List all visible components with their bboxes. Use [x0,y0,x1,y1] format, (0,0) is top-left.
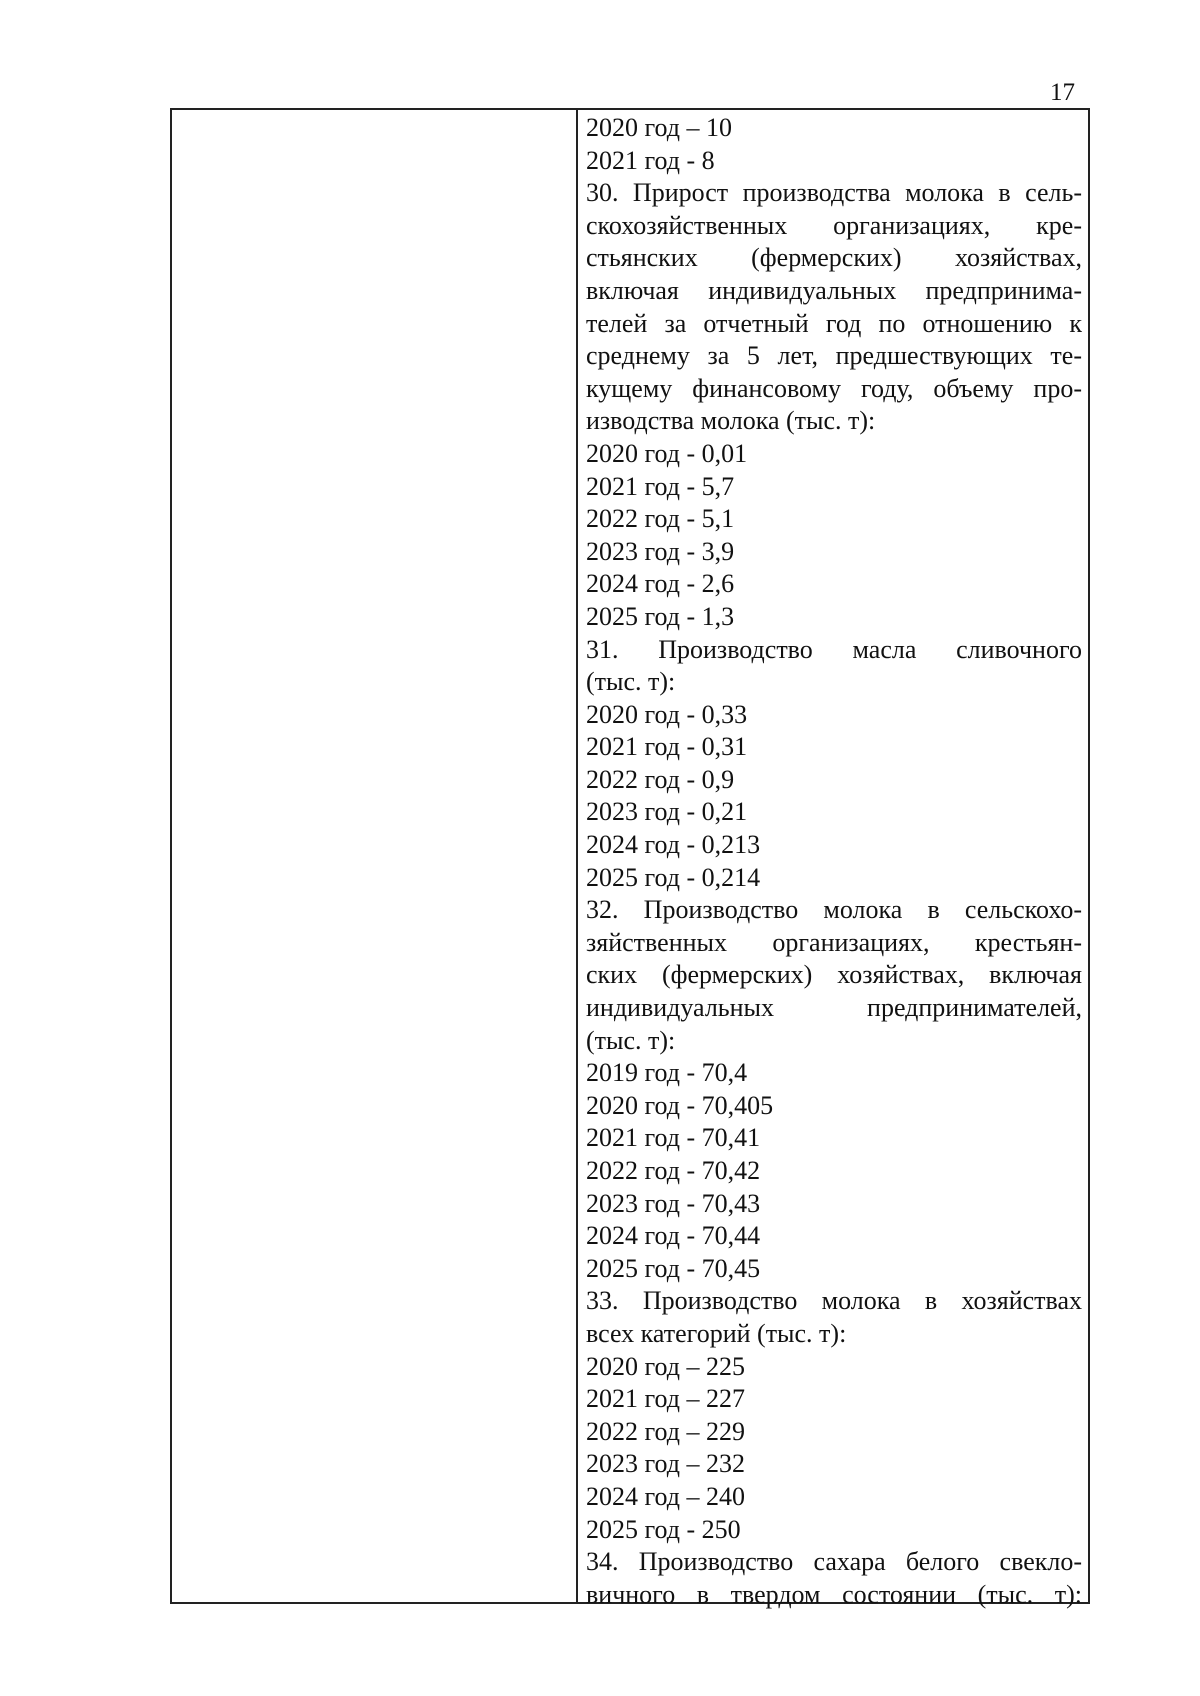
indicator-title-line: (тыс. т): [586,667,676,697]
indicator-title [586,634,1082,699]
indicator-title-line: 34. Производство сахара белого свекло- [586,1547,1082,1577]
indicator-title-line: изводства молока (тыс. т): [586,406,876,436]
indicator-title [586,1546,1082,1611]
indicator-title-line: включая индивидуальных предпринима- [586,275,1082,305]
indicator-value-line: 2021 год – 227 [586,1384,745,1414]
indicator-value-line: 2024 год - 2,6 [586,569,735,599]
indicator-value-line: 2023 год - 70,43 [586,1188,761,1218]
page-number: 17 [1050,79,1075,106]
indicator-value-line: 2023 год - 0,21 [586,797,748,827]
indicator-title-line: 30. Прирост производства молока в сель- [586,178,1082,208]
indicator-value-line: 2025 год - 70,45 [586,1253,761,1283]
indicator-title-line: стьянских (фермерских) хозяйствах, [586,243,1082,273]
indicator-title-line: зяйственных организациях, крестьян- [586,927,1082,957]
indicator-title-line: среднему за 5 лет, предшествующих те- [586,341,1082,371]
indicator-value-line: 2021 год - 0,31 [586,732,748,762]
indicator-title-line: всех категорий (тыс. т): [586,1318,847,1348]
indicator-title-line: 32. Производство молока в сельскохо- [586,895,1082,925]
indicator-title-line: 33. Производство молока в хозяйствах [586,1286,1082,1316]
indicator-value-line: 2024 год - 70,44 [586,1221,761,1251]
indicator-title-line: телей за отчетный год по отношению к [586,308,1082,338]
indicator-value-line: 2020 год - 0,33 [586,699,748,729]
indicator-value-line: 2025 год - 1,3 [586,601,735,631]
indicators-table [170,108,1090,1609]
indicator-value-line: 2023 год - 3,9 [586,536,735,566]
indicator-value-line: 2024 год – 240 [586,1481,745,1511]
indicator-title [586,1285,1082,1350]
table-left-column [172,110,578,1602]
indicator-value-line: 2020 год - 70,405 [586,1090,774,1120]
indicator-value-line: 2020 год – 10 [586,113,732,142]
indicator-value-line: 2022 год - 0,9 [586,764,735,794]
indicator-value-line: 2020 год - 0,01 [586,438,748,468]
indicator-title-line: кущему финансовому году, объему про- [586,373,1082,403]
indicator-title [586,177,1082,438]
indicator-title-line: 31. Производство масла сливочного [586,634,1082,664]
indicator-value-line: 2022 год - 5,1 [586,504,735,534]
indicator-title-line: вичного в твердом состоянии (тыс. т): [586,1579,1082,1609]
table-right-column [578,110,1088,1609]
indicator-title-line: индивидуальных предпринимателей, [586,993,1082,1023]
indicator-value-line: 2024 год - 0,213 [586,830,761,860]
indicator-value-line: 2023 год – 232 [586,1449,745,1479]
indicator-title-line: скохозяйственных организациях, кре- [586,210,1082,240]
indicator-value-line: 2020 год – 225 [586,1351,745,1381]
indicator-value-line: 2025 год - 250 [586,1514,741,1544]
indicator-value-line: 2019 год - 70,4 [586,1058,748,1088]
indicator-value-line: 2021 год - 5,7 [586,471,735,501]
indicator-title [586,894,1082,1057]
indicator-title-line: ских (фермерских) хозяйствах, включая [586,960,1082,990]
indicator-value-line: 2021 год - 70,41 [586,1123,761,1153]
indicator-title-line: (тыс. т): [586,1025,676,1055]
indicator-value-line: 2022 год – 229 [586,1416,745,1446]
indicator-value-line: 2021 год - 8 [586,145,715,175]
indicator-value-line: 2025 год - 0,214 [586,862,761,892]
indicator-value-line: 2022 год - 70,42 [586,1156,761,1185]
